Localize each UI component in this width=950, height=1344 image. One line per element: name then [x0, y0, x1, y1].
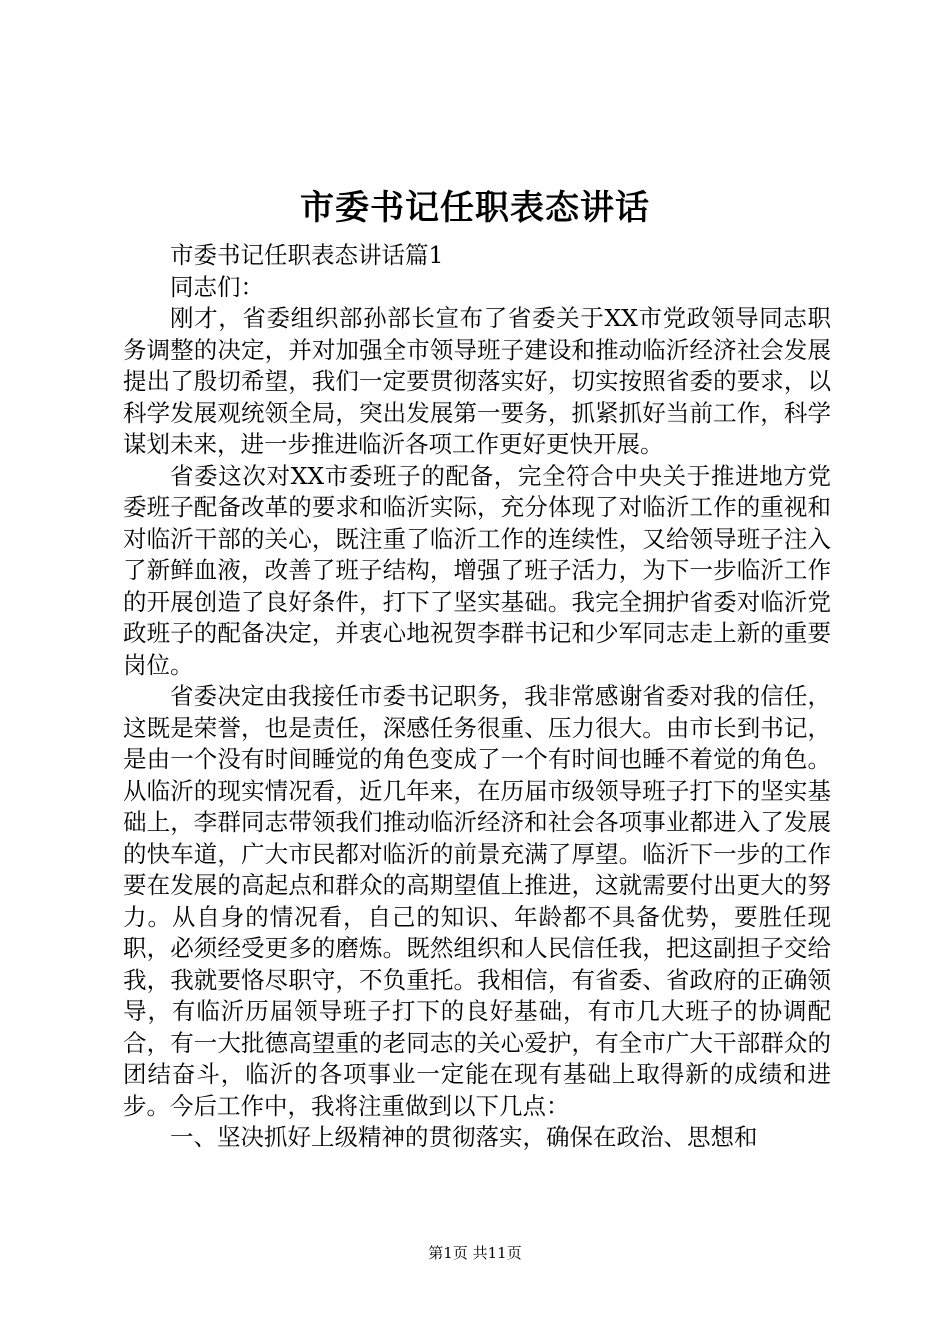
document-title: 市委书记任职表态讲话 — [300, 188, 650, 228]
paragraph: 省委决定由我接任市委书记职务，我非常感谢省委对我的信任，这既是荣誉，也是责任，深感任务很重、压力很大。由市长到书记，是由一个没有时间睡觉的角色变成了一个有时间也睡不着觉的角色。从临沂的现实情况看，近几年来，在历届市级领导班子打下的坚实基础上，李群同志带领我们推动临沂经济和社会各项事业都进入了发展的快车道，广大市民都对临沂的前景充满了厚望。临沂下一步的工作要在发展的高起点和群众的高期望值上推进，这就需要付出更大的努力。从自身的情况看，自己的知识、年龄都不具备优势，要胜任现职，必须经受更多的磨炼。既然组织和人民信任我，把这副担子交给我，我就要恪尽职守，不负重托。我相信，有省委、省政府的正确领导，有临沂历届领导班子打下的良好基础，有市几大班子的协调配合，有一大批德高望重的老同志的关心爱护，有全市广大干部群众的团结奋斗，临沂的各项事业一定能在现有基础上取得新的成绩和进步。今后工作中，我将注重做到以下几点： — [123, 682, 831, 1120]
salutation: 同志们： — [170, 272, 264, 301]
paragraph: 省委这次对XX市委班子的配备，完全符合中央关于推进地方党委班子配备改革的要求和临沂实际，充分体现了对临沂工作的重视和对临沂干部的关心，既注重了临沂工作的连续性，又给领导班子注入了新鲜血液，改善了班子结构，增强了班子活力，为下一步临沂工作的开展创造了良好条件，打下了坚实基础。我完全拥护省委对临沂党政班子的配备决定，并衷心地祝贺李群书记和少军同志走上新的重要岗位。 — [123, 461, 831, 679]
paragraph: 刚才，省委组织部孙部长宣布了省委关于XX市党政领导同志职务调整的决定，并对加强全市领导班子建设和推动临沂经济社会发展提出了殷切希望，我们一定要贯彻落实好，切实按照省委的要求，以科学发展观统领全局，突出发展第一要务，抓紧抓好当前工作，科学谋划未来，进一步推进临沂各项工作更好更快开展。 — [123, 304, 831, 458]
section-heading: 市委书记任职表态讲话篇1 — [170, 241, 444, 269]
page-number-footer: 第1页 共11页 — [428, 1244, 522, 1262]
document-body — [123, 240, 831, 1154]
paragraph: 一、坚决抓好上级精神的贯彻落实，确保在政治、思想和 — [170, 1123, 758, 1151]
